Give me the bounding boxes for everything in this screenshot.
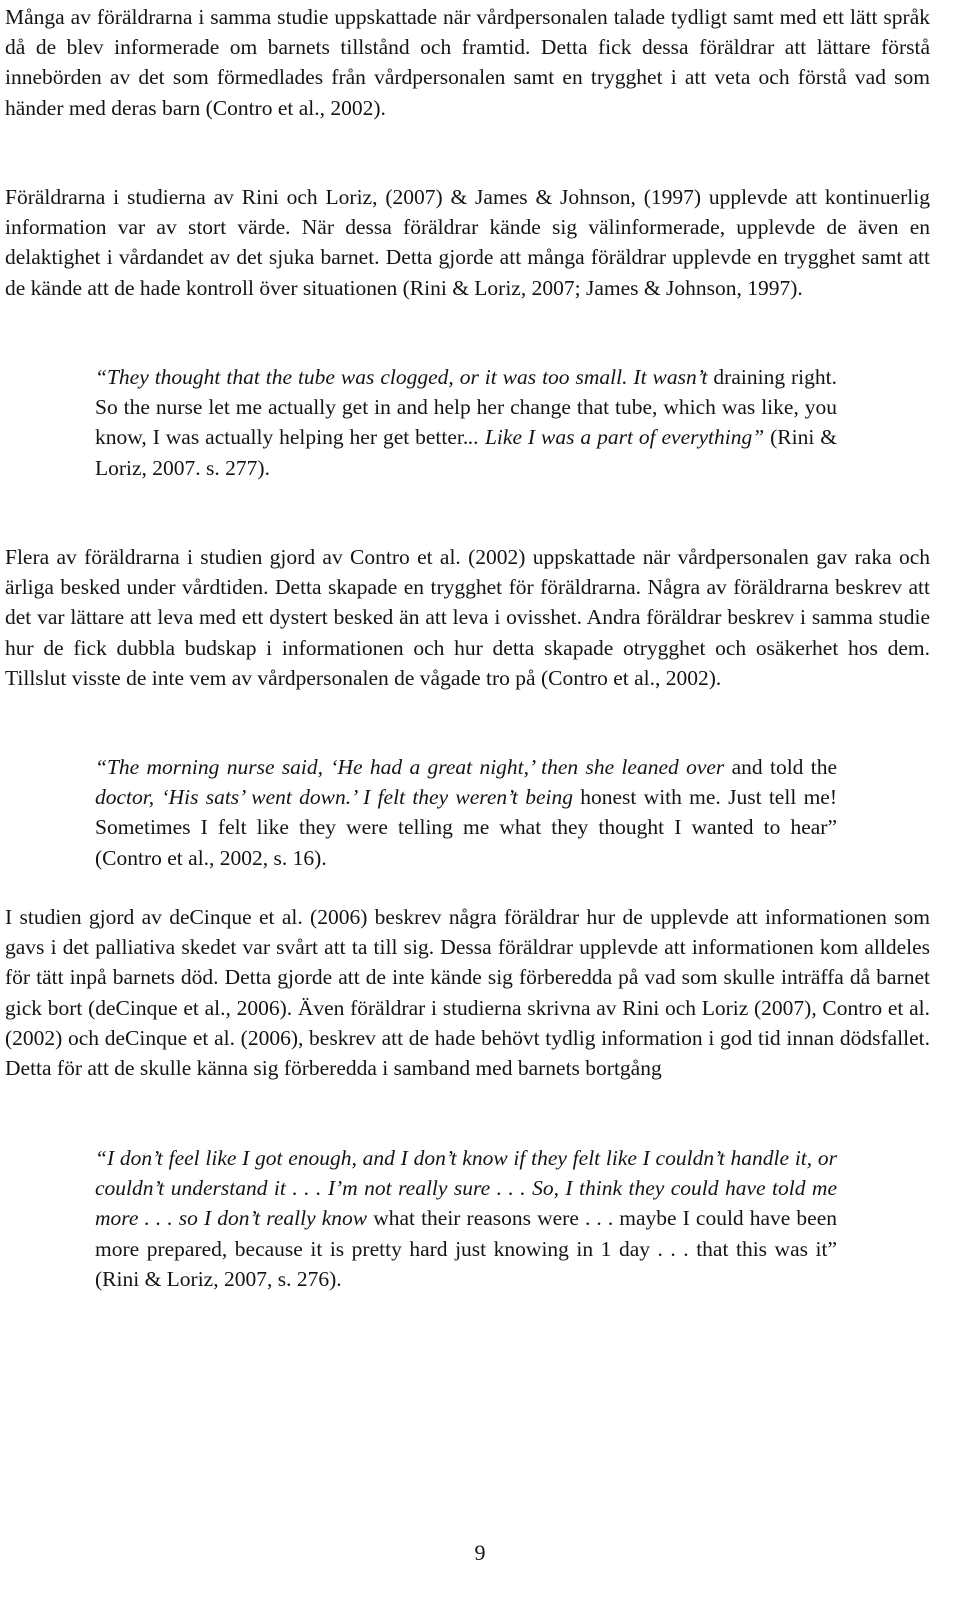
page-number: 9 xyxy=(474,1540,486,1565)
block-quote-2 xyxy=(95,752,837,873)
paragraph-2: Föräldrarna i studierna av Rini och Loriz, (2007) & James & Johnson, (1997) upplevde att kontinuerlig information var av stort värde. När dessa föräldrar kände sig välinformerade, upplevde de även en delaktighet i vårdandet av det sjuka barnet. Detta gjorde att många föräldrar upplevde en trygghet samt att de kände att de hade kontroll över situationen (Rini & Loriz, 2007; James & Johnson, 1997). xyxy=(5,185,930,300)
quote-2-citation: honest with me. Just tell me! Sometimes I felt like they were telling me what they thought I wanted to hear” (Contro et al., 2002, s. 16). xyxy=(95,785,837,870)
quote-2-italic: “The morning nurse said, ‘He had a great night,’ then she leaned over xyxy=(95,755,725,779)
quote-1-roman: draining right. So the nurse let me actually get in and help her change that tube, which was like, you know, I was actually helping her get better. xyxy=(95,365,837,450)
block-quote-1 xyxy=(95,362,837,483)
block-quote-3 xyxy=(95,1143,837,1294)
quote-3-italic: “I don’t feel like I got enough, and I don’t know if they felt like I couldn’t handle it, or couldn’t understand it . . . I’m not really sure . . . So, I think they could have told me more . . . so I don’t really know xyxy=(95,1146,837,1231)
quote-2-italic-2: doctor, ‘His sats’ went down.’ I felt they weren’t being xyxy=(95,785,573,810)
quote-1-italic-2: .. Like I was a part of everything” xyxy=(468,425,765,450)
quote-2-roman: and told the xyxy=(724,755,837,779)
quote-1-citation: (Rini & Loriz, 2007. s. 277). xyxy=(95,425,838,480)
quote-3-citation: (Rini & Loriz, 2007, s. 276). xyxy=(95,1266,342,1291)
quote-1-italic: “They thought that the tube was clogged, or it was too small. It wasn’t xyxy=(95,365,708,389)
paragraph-3: Flera av föräldrarna i studien gjord av Contro et al. (2002) uppskattade när vårdpersonalen gav raka och ärliga besked under vårdtiden. Detta skapade en trygghet för föräldrarna. Några av föräldrarna beskrev att det var lättare att leva med ett dystert besked än att leva i ovisshet. Andra föräldrar beskrev i samma studie hur de fick dubbla budskap i informationen och hur detta skapade otrygghet och osäkerhet hos dem. Tillslut visste de inte vem av vårdpersonalen de vågade tro på (Contro et al., 2002). xyxy=(5,545,930,690)
quote-3-roman: what their reasons were . . . maybe I could have been more prepared, because it is pretty hard just knowing in 1 day . . . that this was it” xyxy=(95,1206,837,1261)
paragraph-4: I studien gjord av deCinque et al. (2006) beskrev några föräldrar hur de upplevde att informationen som gavs i det palliativa skedet var svårt att ta till sig. Dessa föräldrar upplevde att informationen kom alldeles för tätt inpå barnets död. Detta gjorde att de inte kände sig förberedda på vad som skulle inträffa då barnet gick bort (deCinque et al., 2006). Även föräldrar i studierna skrivna av Rini och Loriz (2007), Contro et al. (2002) och deCinque et al. (2006), beskrev att de hade behövt tydlig information i god tid innan dödsfallet. Detta för att de skulle känna sig förberedda i samband med barnets bortgång xyxy=(5,905,930,1081)
paragraph-1: Många av föräldrarna i samma studie uppskattade när vårdpersonalen talade tydligt samt med ett lätt språk då de blev informerade om barnets tillstånd och framtid. Detta fick dessa föräldrar att lättare förstå innebörden av det som förmedlades från vårdpersonalen samt en trygghet i att veta och förstå vad som händer med deras barn (Contro et al., 2002). xyxy=(5,5,930,120)
